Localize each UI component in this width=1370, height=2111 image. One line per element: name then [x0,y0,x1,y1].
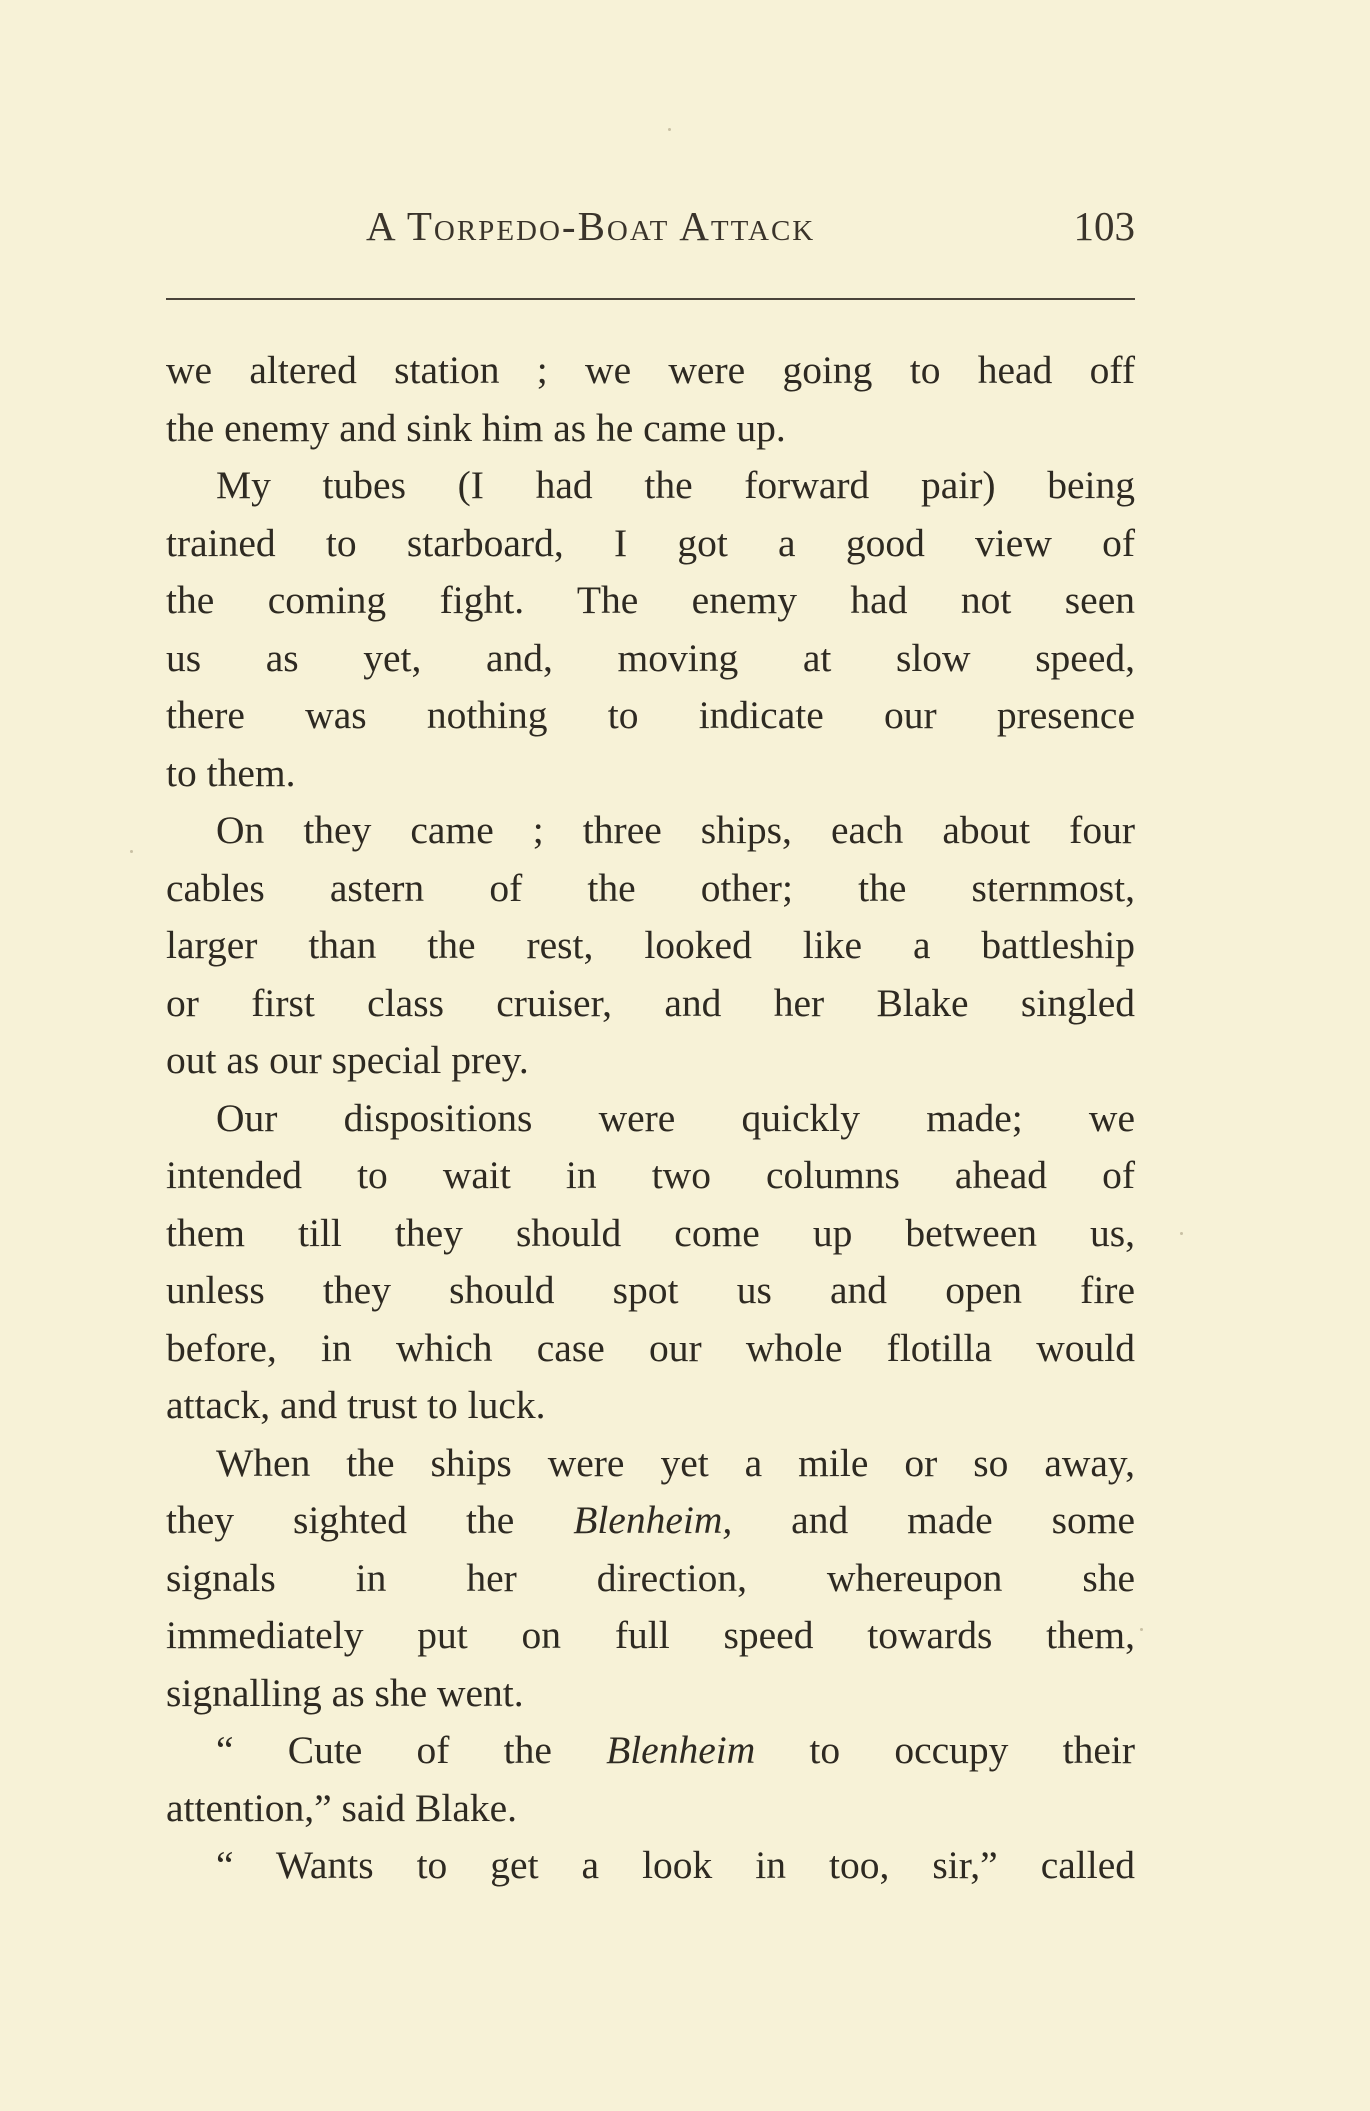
text-line [166,1780,1135,1838]
text-segment: attention,” said Blake. [166,1785,518,1830]
running-title: A Torpedo-Boat Attack [366,203,816,249]
text-line [166,1147,1135,1205]
text-line [166,1205,1135,1263]
text-segment: larger than the rest, looked like a battleship [166,923,1135,967]
text-line [166,400,1135,458]
text-segment: cables astern of the other; the sternmost, [166,865,1135,910]
text-segment: signalling as she went. [166,1670,524,1715]
text-segment: “ Wants to get a look in too, sir,” called [216,1843,1135,1887]
text-segment: they sighted the [166,1498,574,1542]
text-line [166,1262,1135,1320]
text-line [166,1665,1135,1723]
text-segment: intended to wait in two columns ahead of [166,1153,1135,1197]
text-line [166,342,1135,400]
header-rule [166,298,1135,300]
italic-ship-name: Blenheim [606,1728,756,1772]
text-segment: them till they should come up between us, [166,1210,1135,1255]
text-line [166,457,1135,515]
text-segment: trained to starboard, I got a good view of [166,520,1135,565]
text-segment: there was nothing to indicate our presence [166,693,1135,737]
text-line [166,860,1135,918]
text-segment: the enemy and sink him as he came up. [166,405,786,450]
text-line [166,515,1135,573]
text-segment: “ Cute of the [216,1728,607,1772]
text-line [166,1607,1135,1665]
text-segment: we altered station ; we were going to head off [166,348,1135,392]
text-segment: the coming fight. The enemy had not seen [166,578,1135,622]
text-segment: immediately put on full speed towards them, [166,1613,1135,1657]
paper-speck [1180,1232,1183,1235]
text-segment: attack, and trust to luck. [166,1383,546,1427]
text-segment: or first class cruiser, and her Blake singled [166,980,1135,1025]
text-segment: out as our special prey. [166,1038,529,1082]
running-header [166,196,1135,256]
text-segment: Our dispositions were quickly made; we [216,1095,1135,1140]
text-line [166,1492,1135,1550]
text-line [166,572,1135,630]
text-segment: to them. [166,750,296,795]
text-line [166,1090,1135,1148]
text-segment: to occupy their [755,1728,1135,1772]
text-line [166,1722,1135,1780]
body-text [166,342,1135,1895]
text-line [166,1320,1135,1378]
text-segment: before, in which case our whole flotilla would [166,1325,1135,1370]
text-line [166,1435,1135,1493]
text-line [166,630,1135,688]
text-line [166,687,1135,745]
text-line [166,802,1135,860]
text-segment: On they came ; three ships, each about four [216,808,1135,852]
text-segment: and made some [732,1498,1135,1542]
paper-speck [668,128,671,131]
text-segment: us as yet, and, moving at slow speed, [166,635,1135,680]
paper-speck [1140,1628,1143,1631]
text-segment: unless they should spot us and open fire [166,1268,1135,1312]
page-number: 103 [1073,203,1135,249]
text-segment: signals in her direction, whereupon she [166,1555,1135,1600]
paper-speck [130,850,133,853]
text-segment: My tubes (I had the forward pair) being [216,463,1135,507]
text-segment: When the ships were yet a mile or so away, [216,1440,1135,1485]
text-line [166,917,1135,975]
italic-ship-name: Blenheim, [573,1498,733,1542]
text-line [166,1550,1135,1608]
text-line [166,1032,1135,1090]
text-line [166,1377,1135,1435]
text-line [166,745,1135,803]
text-line [166,975,1135,1033]
text-line [166,1837,1135,1895]
